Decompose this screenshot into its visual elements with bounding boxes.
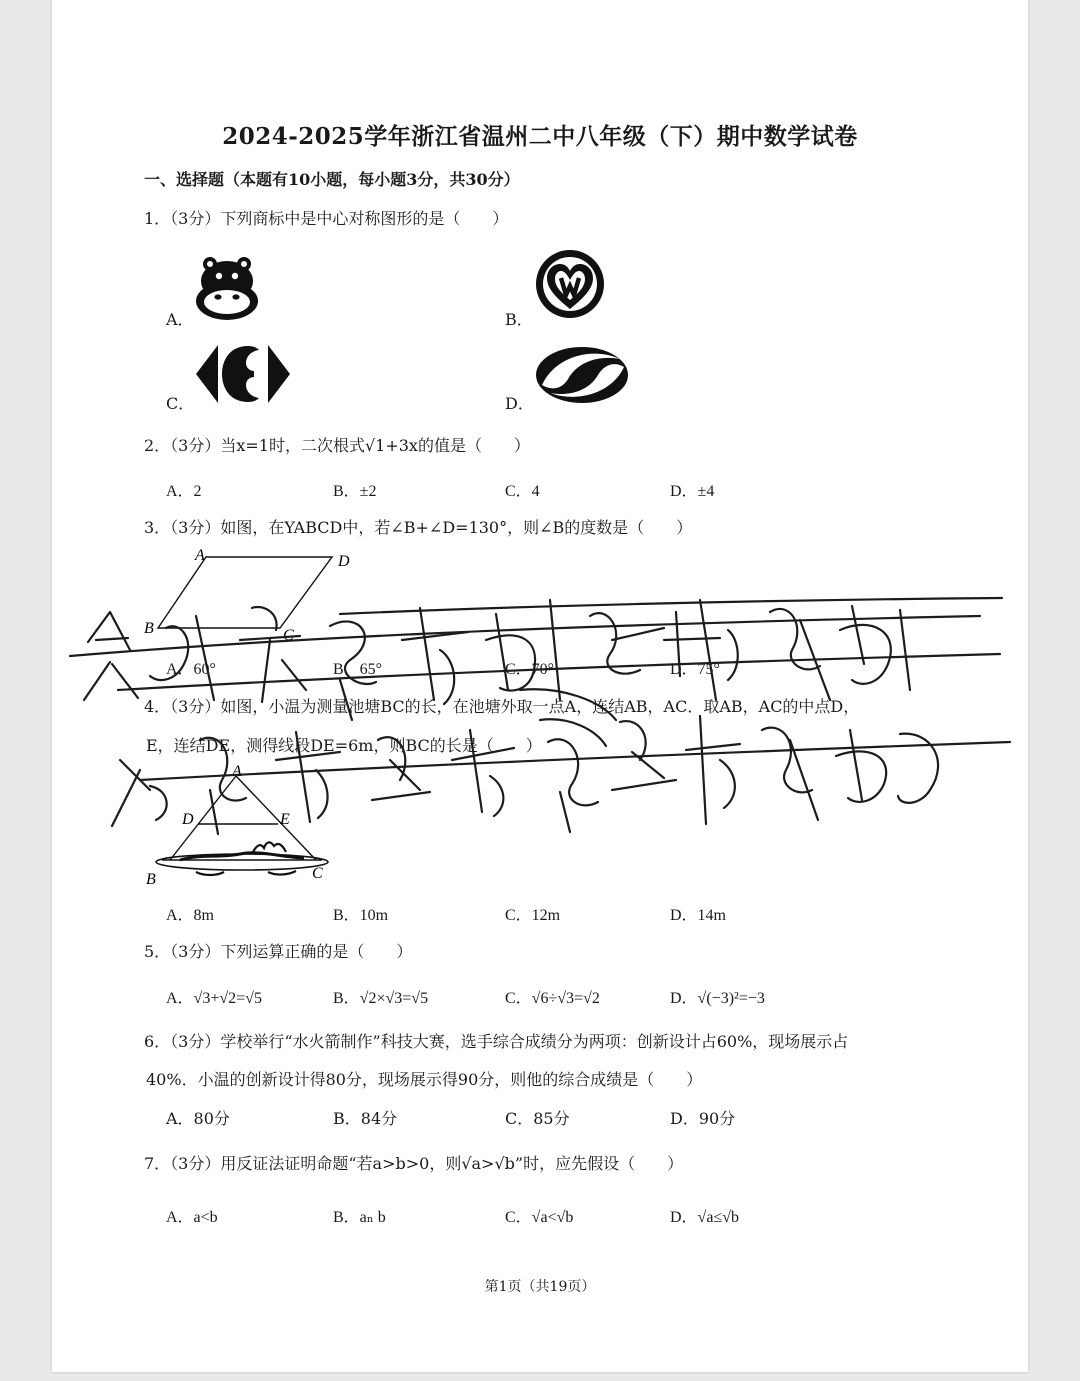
q5-option-d: D．√(−3)²=−3 — [670, 990, 765, 1007]
q4-label-b: B — [146, 871, 156, 888]
q4-option-d: D．14m — [670, 907, 727, 924]
q3-label-c: C — [283, 627, 294, 644]
question-4-stem-line1: 4．（3分）如图，小温为测量池塘BC的长，在池塘外取一点A，连结AB，AC．取AB，AC的中点D， — [144, 697, 860, 716]
q3-option-c: C．70° — [505, 661, 555, 678]
question-3-stem: 3．（3分）如图，在YABCD中，若∠B+∠D=130°，则∠B的度数是（ ） — [144, 518, 693, 537]
question-5-stem: 5．（3分）下列运算正确的是（ ） — [144, 942, 413, 961]
q6-option-b: B．84分 — [333, 1109, 398, 1128]
q4-option-b: B．10m — [333, 907, 389, 924]
q4-label-d: D — [182, 811, 194, 828]
q3-label-d: D — [338, 553, 350, 570]
q1-option-b-label: B． — [505, 310, 533, 329]
question-1-stem: 1．（3分）下列商标中是中心对称图形的是（ ） — [144, 209, 509, 228]
q7-option-d: D．√a≤√b — [670, 1209, 740, 1226]
q3-label-b: B — [144, 620, 154, 637]
q6-option-d: D．90分 — [670, 1109, 736, 1128]
q3-option-d: D．75° — [670, 661, 720, 678]
q4-option-a: A．8m — [166, 907, 215, 924]
q2-option-d: D．±4 — [670, 483, 715, 500]
q2-option-c: C．4 — [505, 483, 540, 500]
question-4-stem-line2: E，连结DE，测得线段DE=6m，则BC的长是（ ） — [146, 736, 542, 755]
question-7-stem: 7．（3分）用反证法证明命题“若a>b>0，则√a>√b”时，应先假设（ ） — [144, 1154, 684, 1173]
q2-option-b: B．±2 — [333, 483, 377, 500]
question-6-stem-line1: 6．（3分）学校举行“水火箭制作”科技大赛，选手综合成绩分为两项：创新设计占60%，现场展示占 — [144, 1032, 849, 1051]
q7-option-c: C．√a<√b — [505, 1209, 574, 1226]
q6-option-c: C．85分 — [505, 1109, 570, 1128]
section-heading: 一、选择题（本题有10小题，每小题3分，共30分） — [144, 170, 520, 189]
q3-label-a: A — [195, 547, 205, 564]
q3-option-a: A．60° — [166, 661, 216, 678]
q5-option-b: B．√2×√3=√5 — [333, 990, 429, 1007]
question-6-stem-line2: 40%．小温的创新设计得80分，现场展示得90分，则他的综合成绩是（ ） — [146, 1070, 703, 1089]
question-2-stem: 2．（3分）当x=1时，二次根式√1+3x的值是（ ） — [144, 436, 530, 455]
exam-title: 2024-2025学年浙江省温州二中八年级（下）期中数学试卷 — [222, 123, 858, 150]
q3-option-b: B．65° — [333, 661, 383, 678]
q4-option-c: C．12m — [505, 907, 561, 924]
q5-option-c: C．√6÷√3=√2 — [505, 990, 600, 1007]
q4-label-a: A — [232, 763, 242, 780]
q7-option-b: B．aₙ b — [333, 1209, 386, 1226]
q1-option-a-label: A． — [166, 310, 194, 329]
page-footer: 第1页（共19页） — [484, 1279, 596, 1295]
q1-option-d-label: D． — [505, 394, 534, 413]
q7-option-a: A．a<b — [166, 1209, 218, 1226]
q4-label-c: C — [312, 865, 323, 882]
q1-option-c-label: C． — [166, 394, 195, 413]
q2-option-a: A．2 — [166, 483, 202, 500]
q5-option-a: A．√3+√2=√5 — [166, 990, 262, 1007]
q6-option-a: A．80分 — [166, 1109, 230, 1128]
q4-label-e: E — [280, 811, 290, 828]
